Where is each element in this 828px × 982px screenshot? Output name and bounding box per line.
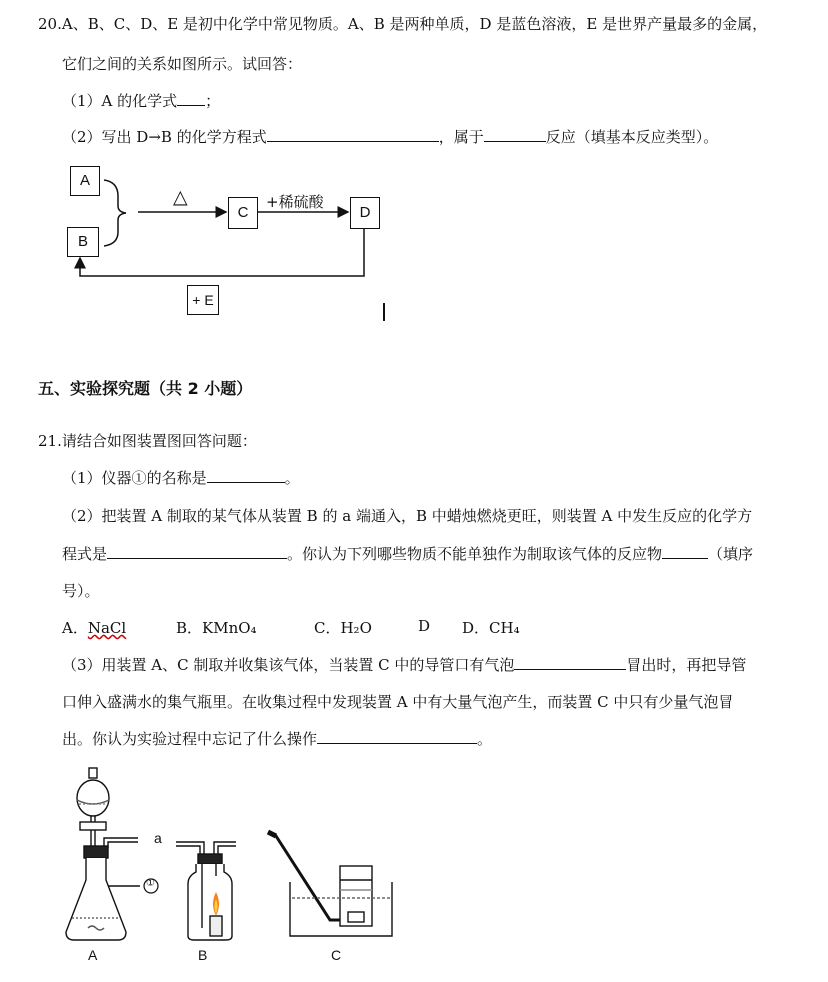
q21-part1-prefix: （1）仪器 bbox=[62, 469, 132, 487]
label-port-a: a bbox=[154, 830, 162, 846]
q21-intro: 21.请结合如图装置图回答问题： bbox=[38, 432, 257, 450]
q21-part2-line1: （2）把装置 A 制取的某气体从装置 B 的 a 端通入，B 中蜡烛燃烧更旺，则装置 A 中发生反应的化学方 bbox=[62, 507, 753, 525]
circle-number-1: ① bbox=[131, 469, 147, 487]
label-apparatus-a: A bbox=[88, 947, 98, 963]
q20-part1-prefix: （1）A 的化学式 bbox=[62, 92, 178, 110]
section-title: 五、实验探究题（共 2 小题） bbox=[38, 379, 253, 398]
q20-part2-suffix: 反应（填基本反应类型）。 bbox=[545, 128, 719, 146]
q21-part3-line3-suffix: 。 bbox=[477, 730, 493, 748]
label-apparatus-c: C bbox=[331, 947, 342, 963]
apparatus-b bbox=[176, 842, 236, 940]
box-a: A bbox=[70, 166, 100, 196]
q20-part2-mid: ，属于 bbox=[438, 128, 484, 146]
q21-part3-line3-prefix: 出。你认为实验过程中忘记了什么操作 bbox=[62, 730, 318, 748]
option-b[interactable]: B．KMnO₄ bbox=[176, 619, 257, 637]
q20-part1-suffix: ； bbox=[205, 92, 221, 110]
q21-part2-suffix: （填序 bbox=[708, 545, 754, 563]
q21-part1-suffix: 。 bbox=[284, 469, 300, 487]
label-circle-one: ① bbox=[146, 878, 155, 889]
apparatus-a bbox=[66, 768, 140, 940]
box-plus-e: + E bbox=[187, 285, 219, 315]
option-a-value: NaCl bbox=[87, 619, 127, 637]
box-b: B bbox=[67, 227, 99, 257]
q21-part2-mid: 。你认为下列哪些物质不能单独作为制取该气体的反应物 bbox=[287, 545, 663, 563]
label-apparatus-b: B bbox=[198, 947, 208, 963]
q20-part2-prefix: （2）写出 D→B 的化学方程式 bbox=[62, 128, 267, 146]
q20-line2: 它们之间的关系如图所示。试回答： bbox=[62, 55, 303, 73]
q21-part2-prefix: 程式是 bbox=[62, 545, 108, 563]
q21-part2-line3: 号）。 bbox=[62, 582, 100, 600]
q21-part3-prefix: （3）用装置 A、C 制取并收集该气体，当装置 C 中的导管口有气泡 bbox=[62, 656, 515, 674]
box-c: C bbox=[228, 197, 258, 229]
option-d[interactable]: D．CH₄ bbox=[462, 619, 520, 637]
apparatus-c bbox=[268, 832, 392, 936]
option-d-stray: D bbox=[418, 617, 431, 635]
q21-part3-suffix: 冒出时，再把导管 bbox=[626, 656, 747, 674]
option-c[interactable]: C．H₂O bbox=[314, 619, 372, 637]
reagent-label: +稀硫酸 bbox=[266, 193, 324, 211]
q21-part1-mid: 的名称是 bbox=[146, 469, 207, 487]
q21-part3-line2: 口伸入盛满水的集气瓶里。在收集过程中发现装置 A 中有大量气泡产生，而装置 C 中只有少量气泡冒 bbox=[62, 693, 734, 711]
option-a-label: A． bbox=[62, 619, 88, 637]
heat-symbol: △ bbox=[173, 187, 188, 208]
q20-line1: 20.A、B、C、D、E 是初中化学中常见物质。A、B 是两种单质，D 是蓝色溶液，E 是世界产量最多的金属， bbox=[38, 15, 768, 33]
box-d: D bbox=[350, 197, 380, 229]
